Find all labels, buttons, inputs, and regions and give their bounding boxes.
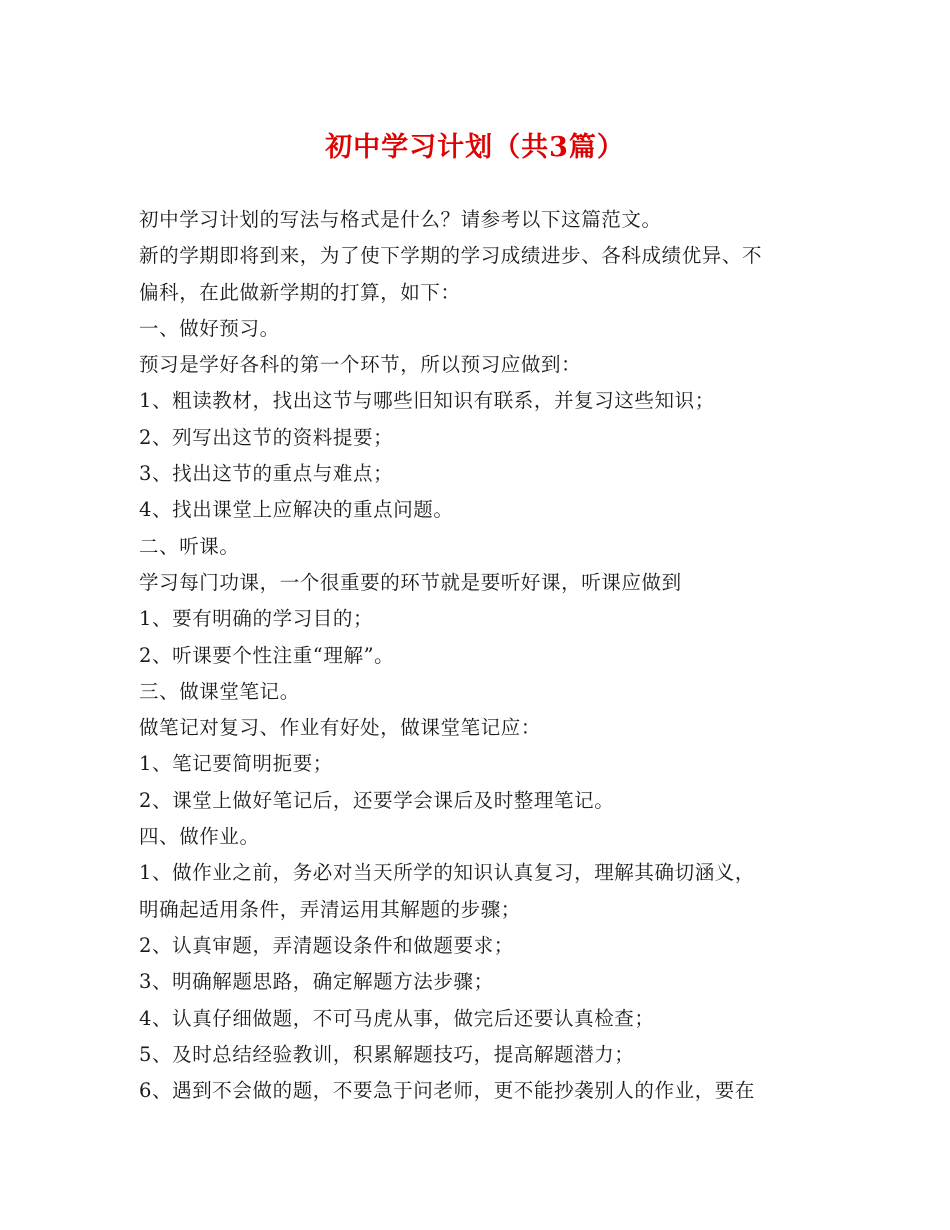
paragraph-line: 做笔记对复习、作业有好处，做课堂笔记应：	[139, 716, 542, 740]
list-item: 5、及时总结经验教训，积累解题技巧，提高解题潜力；	[139, 1042, 635, 1066]
section-heading: 一、做好预习。	[139, 316, 280, 340]
list-item: 1、做作业之前，务必对当天所学的知识认真复习，理解其确切涵义，	[139, 861, 756, 885]
section-heading: 三、做课堂笔记。	[139, 679, 300, 703]
list-item: 1、笔记要简明扼要；	[139, 752, 333, 776]
list-item: 1、要有明确的学习目的；	[139, 607, 374, 631]
list-item: 6、遇到不会做的题，不要急于问老师，更不能抄袭别人的作业，要在	[139, 1079, 756, 1103]
paragraph-line: 学习每门功课，一个很重要的环节就是要听好课，听课应做到	[139, 570, 682, 594]
list-item: 2、听课要个性注重“理解”。	[139, 643, 395, 667]
section-heading: 二、听课。	[139, 534, 240, 558]
list-item: 3、明确解题思路，确定解题方法步骤；	[139, 970, 494, 994]
list-item: 4、找出课堂上应解决的重点问题。	[139, 498, 454, 522]
list-item-continuation: 明确起适用条件，弄清运用其解题的步骤；	[139, 897, 521, 921]
document-title: 初中学习计划（共3篇）	[325, 132, 625, 163]
section-heading: 四、做作业。	[139, 825, 260, 849]
paragraph-line: 偏科，在此做新学期的打算，如下：	[139, 280, 461, 304]
list-item: 2、课堂上做好笔记后，还要学会课后及时整理笔记。	[139, 788, 615, 812]
paragraph-line: 新的学期即将到来，为了使下学期的学习成绩进步、各科成绩优异、不	[139, 244, 763, 268]
document-body	[139, 202, 819, 1109]
list-item: 2、认真审题，弄清题设条件和做题要求；	[139, 933, 514, 957]
paragraph-line: 初中学习计划的写法与格式是什么？请参考以下这篇范文。	[139, 208, 662, 231]
list-item: 4、认真仔细做题，不可马虎从事，做完后还要认真检查；	[139, 1006, 655, 1030]
paragraph-line: 预习是学好各科的第一个环节，所以预习应做到：	[139, 353, 582, 377]
list-item: 2、列写出这节的资料提要；	[139, 425, 394, 449]
list-item: 3、找出这节的重点与难点；	[139, 462, 394, 486]
list-item: 1、粗读教材，找出这节与哪些旧知识有联系，并复习这些知识；	[139, 389, 715, 413]
